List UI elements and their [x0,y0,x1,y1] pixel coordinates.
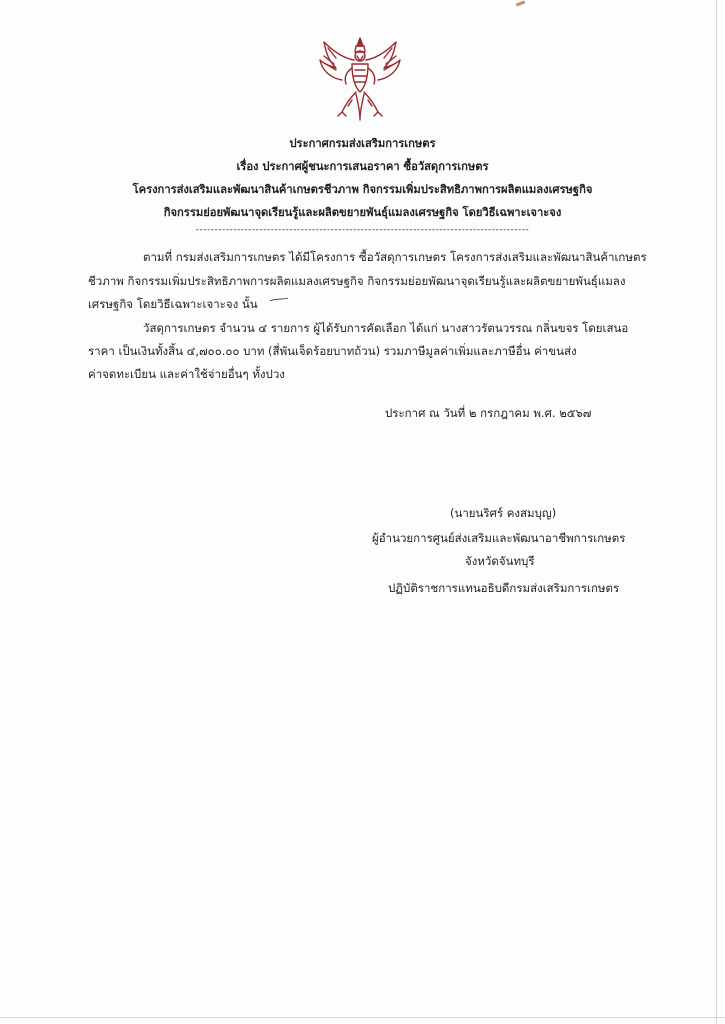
paragraph-2-line-3: ค่าจดทะเบียน และค่าใช้จ่ายอื่นๆ ทั้งปวง [88,367,285,381]
paragraph-2-line-1: วัสดุการเกษตร จำนวน ๔ รายการ ผู้ได้รับการคัดเลือก ได้แก่ นางสาวรัตนวรรณ กลิ่นขจร โดยเสนอ [143,321,629,335]
announcement-heading: ประกาศกรมส่งเสริมการเกษตร [289,137,436,150]
signatory-position: ผู้อำนวยการศูนย์ส่งเสริมและพัฒนาอาชีพการเกษตร [372,531,626,545]
scan-edge-right [716,0,717,1024]
pen-mark-icon [268,295,300,303]
scan-edge-bottom [0,1017,725,1018]
subject-line: เรื่อง ประกาศผู้ชนะการเสนอราคา ซื้อวัสดุการเกษตร [236,160,489,173]
scan-edge-mark [516,1,525,7]
signatory-acting-for: ปฏิบัติราชการแทนอธิบดีกรมส่งเสริมการเกษตร [388,581,620,595]
signatory-province: จังหวัดจันทบุรี [465,554,535,568]
paragraph-1-line-2: ชีวภาพ กิจกรรมเพิ่มประสิทธิภาพการผลิตแมลงเศรษฐกิจ กิจกรรมย่อยพัฒนาจุดเรียนรู้และผลิตขยายพันธุ์แมลง [88,274,626,288]
paragraph-1-line-3: เศรษฐกิจ โดยวิธีเฉพาะเจาะจง นั้น [88,297,258,311]
signatory-name: (นายนริศร์ คงสมบุญ) [450,506,557,520]
garuda-emblem-icon [312,36,408,122]
header-separator: ----------------------------------------------------------------------------------------- [195,225,530,235]
sub-activity-line: กิจกรรมย่อยพัฒนาจุดเรียนรู้และผลิตขยายพันธุ์แมลงเศรษฐกิจ โดยวิธีเฉพาะเจาะจง [163,206,562,219]
project-line: โครงการส่งเสริมและพัฒนาสินค้าเกษตรชีวภาพ กิจกรรมเพิ่มประสิทธิภาพการผลิตแมลงเศรษฐกิจ [132,183,593,196]
paragraph-1-line-1: ตามที่ กรมส่งเสริมการเกษตร ได้มีโครงการ ซื้อวัสดุการเกษตร โครงการส่งเสริมและพัฒนาสินค้าเกษตร [143,250,647,264]
announcement-date: ประกาศ ณ วันที่ ๒ กรกฎาคม พ.ศ. ๒๕๖๗ [385,406,592,420]
paragraph-2-line-2: ราคา เป็นเงินทั้งสิ้น ๔,๗๐๐.๐๐ บาท (สี่พันเจ็ดร้อยบาทถ้วน) รวมภาษีมูลค่าเพิ่มและภาษีอื่น ค่าขนส่ง [88,344,577,358]
